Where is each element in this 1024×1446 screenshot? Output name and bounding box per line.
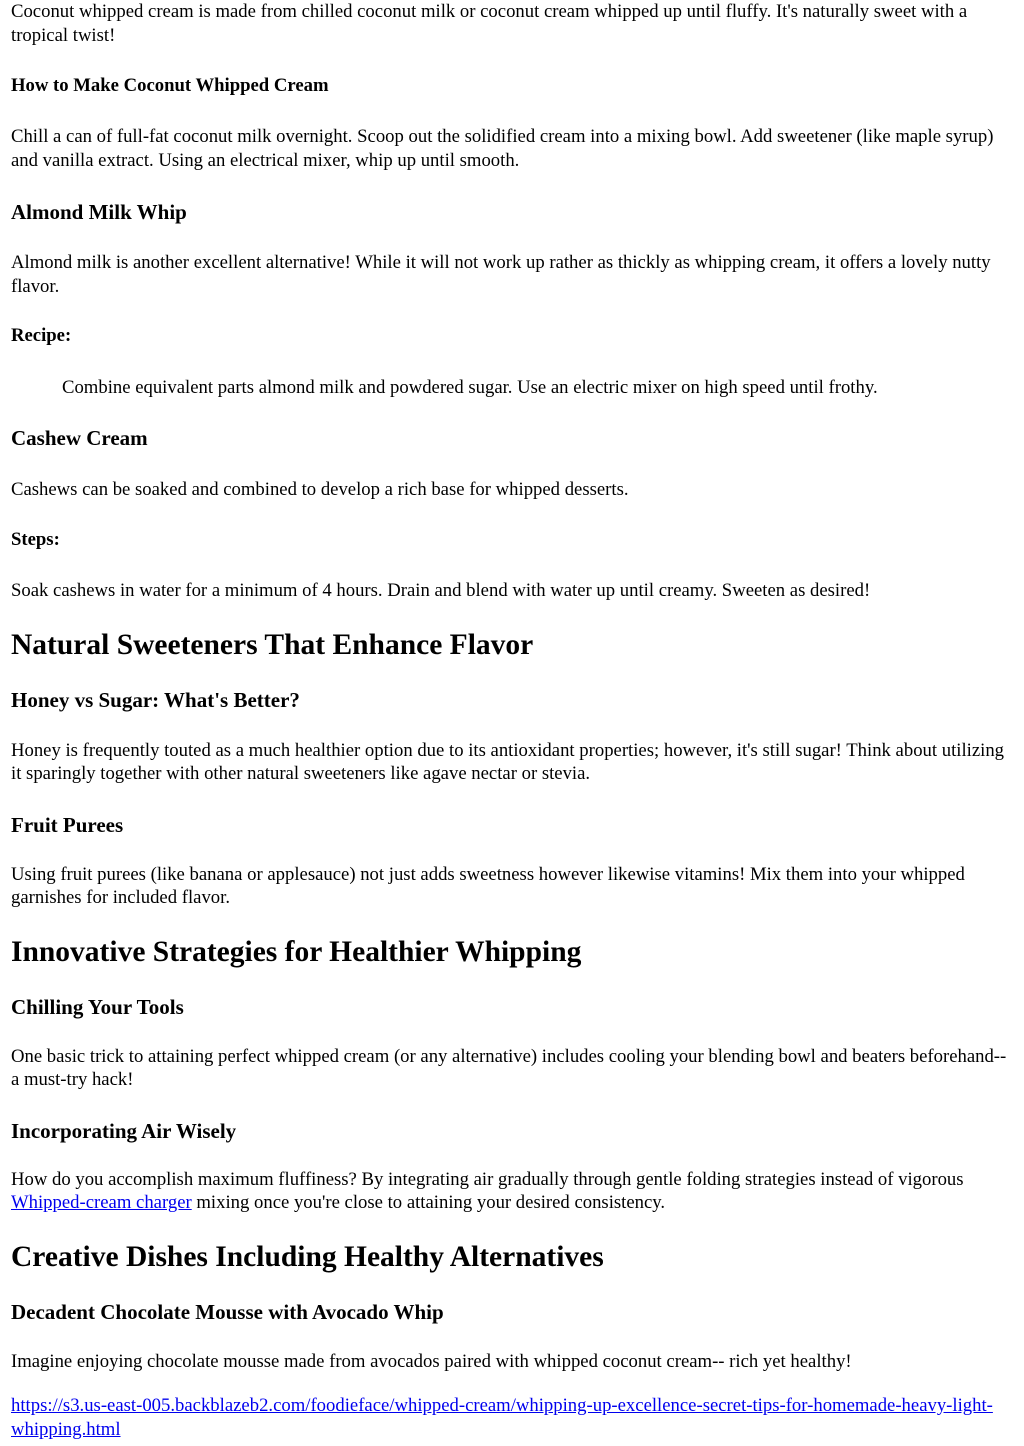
fruit-purees-text: Using fruit purees (like banana or applesauce) not just adds sweetness however likewise vitamins! Mix them into your whipped garnishes for included flavor. [11, 863, 965, 908]
natural-sweeteners-heading: Natural Sweeteners That Enhance Flavor [11, 628, 534, 661]
cashew-cream-text: Cashews can be soaked and combined to develop a rich base for whipped desserts. [11, 478, 629, 500]
incorporating-air-text-after: mixing once you're close to attaining your desired consistency. [191, 1192, 666, 1213]
incorporating-air-text-before: How do you accomplish maximum fluffiness? By integrating air gradually through gentle folding strategies instead of vigorous [11, 1168, 964, 1190]
steps-text: Soak cashews in water for a minimum of 4 hours. Drain and blend with water up until creamy. Sweeten as desired! [11, 580, 871, 601]
almond-milk-text: Almond milk is another excellent alternative! While it will not work up rather as thickly as whipping cream, it offers a lovely nutty flavor. [11, 252, 991, 297]
whipped-cream-charger-link[interactable]: Whipped-cream charger [11, 1192, 192, 1213]
recipe-quote: Combine equivalent parts almond milk and powdered sugar. Use an electric mixer on high speed until frothy. [62, 377, 878, 398]
chilling-tools-text: One basic trick to attaining perfect whipped cream (or any alternative) includes cooling your blending bowl and beaters beforehand-- a must-try hack! [11, 1045, 1007, 1090]
fruit-purees-heading: Fruit Purees [11, 812, 124, 837]
innovative-strategies-heading: Innovative Strategies for Healthier Whipping [11, 935, 582, 968]
almond-milk-heading: Almond Milk Whip [11, 200, 187, 224]
steps-heading: Steps: [11, 529, 60, 550]
chocolate-mousse-heading: Decadent Chocolate Mousse with Avocado Whip [11, 1299, 444, 1324]
chocolate-mousse-text: Imagine enjoying chocolate mousse made from avocados paired with whipped coconut cream-- rich yet healthy! [11, 1350, 852, 1372]
cashew-cream-heading: Cashew Cream [11, 425, 148, 450]
source-url-link[interactable]: https://s3.us-east-005.backblazeb2.com/foodieface/whipped-cream/whipping-up-excellence-secret-tips-for-homemade-heavy-light-whipping.html [11, 1395, 993, 1440]
creative-dishes-heading: Creative Dishes Including Healthy Alternatives [11, 1240, 604, 1273]
incorporating-air-text [11, 1168, 1013, 1215]
recipe-heading: Recipe: [11, 325, 72, 346]
source-link-paragraph [11, 1394, 1013, 1441]
chilling-tools-heading: Chilling Your Tools [11, 994, 184, 1019]
incorporating-air-heading: Incorporating Air Wisely [11, 1118, 237, 1143]
coconut-instructions-text: Chill a can of full-fat coconut milk overnight. Scoop out the solidified cream into a mixing bowl. Add sweetener (like maple syrup) and vanilla extract. Using an electrical mixer, whip up until smooth. [11, 126, 994, 171]
honey-vs-sugar-text: Honey is frequently touted as a much healthier option due to its antioxidant properties; however, it's still sugar! Think about utilizing it sparingly together with other natural sweeteners like agave nectar or stevia. [11, 739, 1005, 784]
how-to-make-heading: How to Make Coconut Whipped Cream [11, 75, 329, 96]
honey-vs-sugar-heading: Honey vs Sugar: What's Better? [11, 687, 300, 712]
coconut-intro-text: Coconut whipped cream is made from chilled coconut milk or coconut cream whipped up until fluffy. It's naturally sweet with a tropical twist! [11, 1, 968, 46]
